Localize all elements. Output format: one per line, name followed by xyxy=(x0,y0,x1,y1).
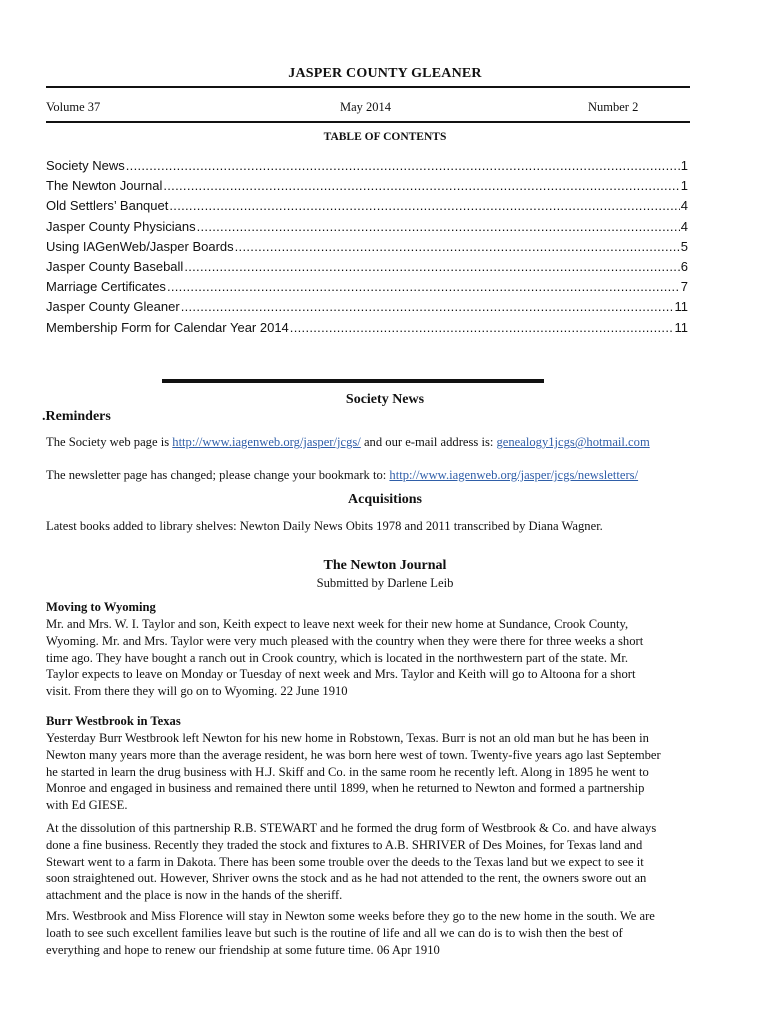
issue-number: Number 2 xyxy=(588,100,639,114)
text-line: visit. From there they will go on to Wyoming. 22 June 1910 xyxy=(46,684,348,699)
text-line: Monroe and engaged in business and remained there until 1899, when he returned to Newton and formed a partnership xyxy=(46,781,645,796)
reminders-heading: .Reminders xyxy=(42,409,111,424)
toc-item-label: Society News xyxy=(46,158,125,173)
toc-item-label: Marriage Certificates xyxy=(46,279,166,295)
toc-item[interactable] xyxy=(46,198,688,218)
toc-item-page: 7 xyxy=(680,279,688,295)
toc-item[interactable] xyxy=(46,239,688,259)
email-text: and our e-mail address is: xyxy=(360,435,497,449)
header-rule-bottom xyxy=(46,121,690,123)
toc-item-label: Jasper County Physicians xyxy=(46,218,196,234)
toc-leader-dots xyxy=(163,178,679,193)
acquisitions-text: Latest books added to library shelves: Newton Daily News Obits 1978 and 2011 transcribed by Diana Wagner. xyxy=(46,519,603,533)
toc-leader-dots xyxy=(184,259,679,274)
toc-item-page: 1 xyxy=(680,178,688,194)
issue-date: May 2014 xyxy=(340,100,392,114)
text-line: attachment and the place is now in the hands of the sheriff. xyxy=(46,888,343,903)
web-page-line xyxy=(46,434,746,451)
toc-item-label: Jasper County Baseball xyxy=(46,258,184,274)
text-line: he started in learn the drug business with H.J. Skiff and Co. in the same room he recently left. Along in 1895 he went to xyxy=(46,764,649,779)
text-line: Mr. and Mrs. W. I. Taylor and son, Keith expect to leave next week for their new home at Sundance, Crook County, xyxy=(46,617,629,631)
text-line: loath to see such excellent families leave but such is the routine of life and all we can do is to wish then the best of xyxy=(46,925,623,940)
toc-heading: TABLE OF CONTENTS xyxy=(323,131,447,143)
article-title-moving-to-wyoming: Moving to Wyoming xyxy=(46,600,156,614)
toc-item-page: 5 xyxy=(680,238,688,254)
article-body-burr-westbrook-p3 xyxy=(46,908,746,958)
toc-item[interactable] xyxy=(46,299,688,319)
header-rule-top xyxy=(46,86,690,88)
toc-item[interactable] xyxy=(46,279,688,299)
text-line: Wyoming. Mr. and Mrs. Taylor were very much pleased with the country when they were there for three weeks a short xyxy=(46,633,644,648)
toc-leader-dots xyxy=(126,158,680,173)
text-line: Mrs. Westbrook and Miss Florence will stay in Newton some weeks before they go to the new home in the south. We are xyxy=(46,909,655,923)
volume-label: Volume 37 xyxy=(46,100,101,114)
toc-leader-dots xyxy=(290,320,674,335)
toc-item[interactable] xyxy=(46,158,688,178)
text-line: done a fine business. Recently they traded the stock and fixtures to A.B. SHRIVER of Des Moines, for Texas land and xyxy=(46,837,643,852)
article-body-moving-to-wyoming xyxy=(46,616,726,700)
society-email-link[interactable]: genealogy1jcgs@hotmail.com xyxy=(496,435,650,449)
toc-leader-dots xyxy=(181,299,674,314)
toc-item-page: 11 xyxy=(674,319,688,335)
society-news-heading: Society News xyxy=(345,392,425,407)
toc-item-label: Membership Form for Calendar Year 2014 xyxy=(46,319,289,335)
text-line: everything and hope to renew our friendship at some future time. 06 Apr 1910 xyxy=(46,942,440,957)
text-line: Newton many years more than the average resident, he was born here west of town. Twenty-five years ago last September xyxy=(46,747,661,762)
toc-leader-dots xyxy=(169,198,679,213)
text-line: Yesterday Burr Westbrook left Newton for his new home in Robstown, Texas. Burr is not an old man but he has been in xyxy=(46,731,649,745)
submitted-by: Submitted by Darlene Leib xyxy=(316,576,454,590)
text-line: with Ed GIESE. xyxy=(46,798,128,813)
toc-item-page: 4 xyxy=(680,218,688,234)
toc-item-page: 11 xyxy=(674,299,688,315)
toc-item[interactable] xyxy=(46,219,688,239)
table-of-contents xyxy=(46,158,688,340)
toc-item-label: Using IAGenWeb/Jasper Boards xyxy=(46,238,234,254)
newsletter-title: JASPER COUNTY GLEANER xyxy=(288,66,482,81)
web-page-text: The Society web page is xyxy=(46,435,173,449)
society-web-link[interactable]: http://www.iagenweb.org/jasper/jcgs/ xyxy=(172,435,361,449)
toc-item[interactable] xyxy=(46,320,688,340)
article-title-burr-westbrook: Burr Westbrook in Texas xyxy=(46,714,181,728)
newsletter-text: The newsletter page has changed; please change your bookmark to: xyxy=(46,468,390,482)
text-line: soon straightened out. However, Shriver owns the stock and as he had not attended to the rent, the owners swore out an xyxy=(46,871,647,886)
toc-item-page: 4 xyxy=(680,198,688,214)
newsletter-line xyxy=(46,467,746,484)
newton-journal-heading: The Newton Journal xyxy=(323,558,447,573)
text-line: At the dissolution of this partnership R.B. STEWART and he formed the drug form of Westbrook & Co. and have always xyxy=(46,821,657,835)
text-line: time ago. They have bought a ranch out in Crook country, which is located in the northwestern part of the state. Mr. xyxy=(46,650,628,665)
acquisitions-heading: Acquisitions xyxy=(348,492,422,507)
toc-item-label: Old Settlers’ Banquet xyxy=(46,198,169,214)
toc-leader-dots xyxy=(235,239,680,254)
toc-item-label: The Newton Journal xyxy=(46,178,163,194)
toc-leader-dots xyxy=(167,279,680,294)
toc-item-label: Jasper County Gleaner xyxy=(46,299,180,315)
text-line: Stewart went to a farm in Dakota. There has been some trouble over the deeds to the Texas land but we expect to see it xyxy=(46,854,644,869)
article-body-burr-westbrook-p1 xyxy=(46,730,746,814)
article-body-burr-westbrook-p2 xyxy=(46,820,746,904)
toc-item[interactable] xyxy=(46,178,688,198)
toc-leader-dots xyxy=(197,219,680,234)
toc-item[interactable] xyxy=(46,259,688,279)
toc-item-page: 6 xyxy=(680,258,688,274)
newsletter-link[interactable]: http://www.iagenweb.org/jasper/jcgs/newsletters/ xyxy=(389,468,639,482)
section-divider xyxy=(162,379,544,383)
toc-item-page: 1 xyxy=(680,158,688,173)
text-line: Taylor expects to leave on Monday or Tuesday of next week and Mrs. Taylor and Keith will go to Altoona for a short xyxy=(46,667,636,682)
